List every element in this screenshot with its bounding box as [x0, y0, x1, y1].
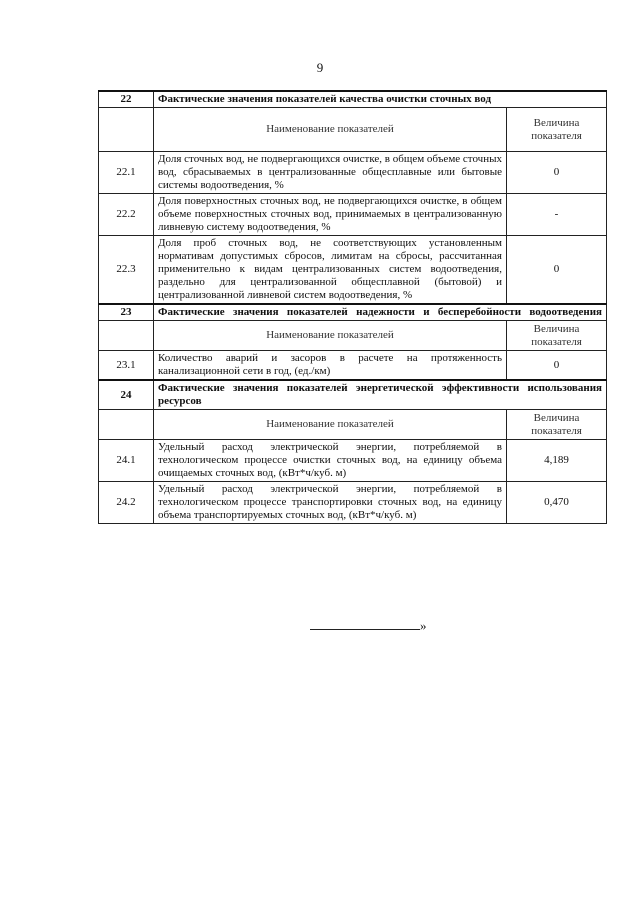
column-header-blank [99, 410, 154, 440]
row-description: Доля сточных вод, не подвергающихся очистке, в общем объеме сточных вод, сбрасываемых в централизованные общесплавные или бытовые системы водоотведения, % [154, 152, 507, 194]
column-header-row [99, 321, 607, 351]
row-number: 24.1 [99, 440, 154, 482]
closing-line [310, 618, 440, 634]
row-description: Доля поверхностных сточных вод, не подвергающихся очистке, в общем объеме поверхностных сточных вод, принимаемых в централизованную ливневую систему водоотведения, % [154, 194, 507, 236]
closing-quote-mark: » [420, 618, 427, 633]
table-row [99, 194, 607, 236]
row-description: Удельный расход электрической энергии, потребляемой в технологическом процессе транспортировки сточных вод, на единицу объема транспортируемых сточных вод, (кВт*ч/куб. м) [154, 482, 507, 524]
row-value: - [507, 194, 607, 236]
section-number: 24 [99, 380, 154, 410]
section-number: 23 [99, 304, 154, 321]
row-description: Доля проб сточных вод, не соответствующих установленным нормативам допустимых сбросов, лимитам на сбросы, рассчитанная применительно к видам централизованных систем водоотведения, раздельно для централизованной общесплавной (бытовой) и централизованной ливневой систем водоотведения, % [154, 236, 507, 305]
section-title: Фактические значения показателей качества очистки сточных вод [154, 91, 607, 108]
column-header-row [99, 108, 607, 152]
column-header-value: Величина показателя [507, 108, 607, 152]
column-header-name: Наименование показателей [154, 321, 507, 351]
row-value: 0 [507, 351, 607, 381]
table-row [99, 152, 607, 194]
row-number: 22.3 [99, 236, 154, 305]
row-value: 0,470 [507, 482, 607, 524]
section-header-23 [99, 304, 607, 321]
section-header-22 [99, 91, 607, 108]
column-header-blank [99, 321, 154, 351]
row-number: 22.1 [99, 152, 154, 194]
table-row [99, 351, 607, 381]
column-header-value: Величина показателя [507, 410, 607, 440]
column-header-row [99, 410, 607, 440]
page-number: 9 [316, 60, 324, 75]
table-row [99, 236, 607, 305]
section-header-24 [99, 380, 607, 410]
column-header-blank [99, 108, 154, 152]
row-description: Удельный расход электрической энергии, потребляемой в технологическом процессе очистки сточных вод, на единицу объема очищаемых сточных вод, (кВт*ч/куб. м) [154, 440, 507, 482]
signature-underline [310, 619, 420, 630]
column-header-name: Наименование показателей [154, 410, 507, 440]
row-description: Количество аварий и засоров в расчете на протяженность канализационной сети в год, (ед./км) [154, 351, 507, 381]
row-number: 23.1 [99, 351, 154, 381]
column-header-value: Величина показателя [507, 321, 607, 351]
indicators-table [98, 90, 607, 524]
section-number: 22 [99, 91, 154, 108]
row-value: 0 [507, 236, 607, 305]
table-row [99, 440, 607, 482]
section-title: Фактические значения показателей энергетической эффективности использования ресурсов [154, 380, 607, 410]
row-value: 4,189 [507, 440, 607, 482]
table-row [99, 482, 607, 524]
row-number: 24.2 [99, 482, 154, 524]
column-header-name: Наименование показателей [154, 108, 507, 152]
section-title: Фактические значения показателей надежности и бесперебойности водоотведения [154, 304, 607, 321]
row-number: 22.2 [99, 194, 154, 236]
row-value: 0 [507, 152, 607, 194]
